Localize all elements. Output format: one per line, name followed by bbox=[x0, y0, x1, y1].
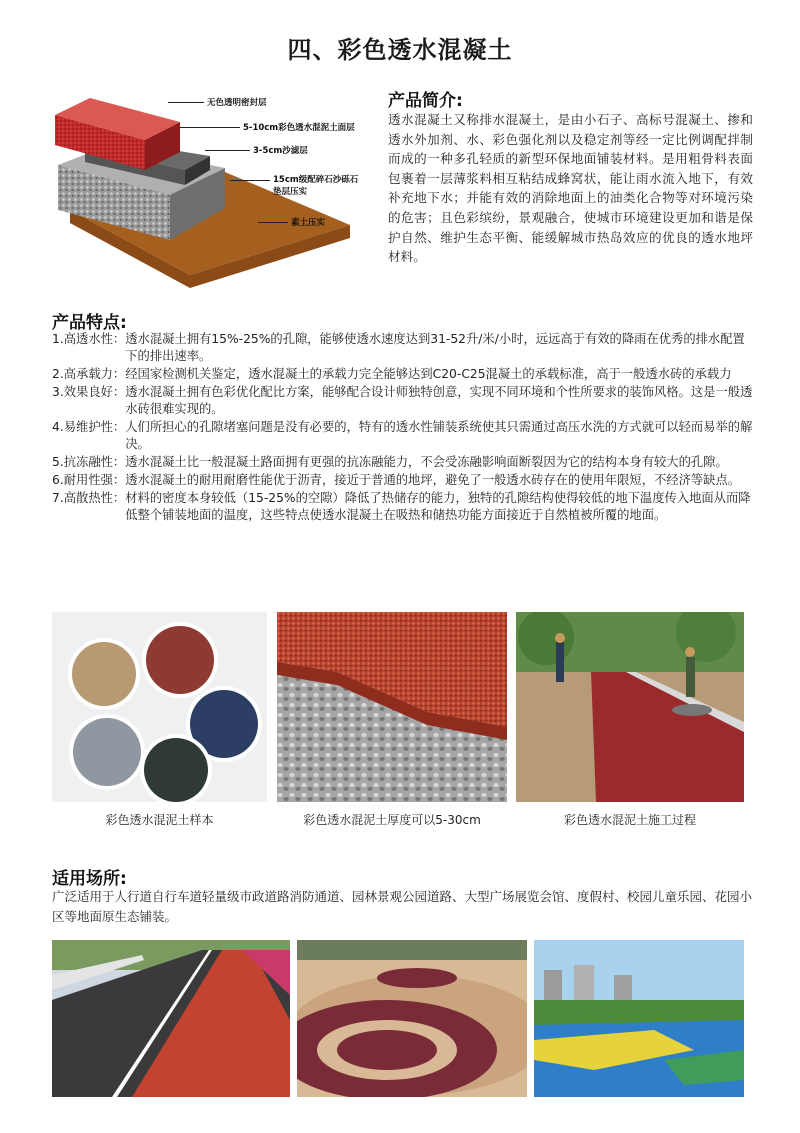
feature-item bbox=[52, 490, 754, 524]
intro-heading: 产品简介: bbox=[388, 91, 463, 111]
intro-text: 透水混凝土又称排水混凝土，是由小石子、高标号混凝土、掺和透水外加剂、水、彩色强化剂以及稳定剂等经一定比例调配拌制而成的一种多孔轻质的新型环保地面铺装材料。是用粗骨料表面包裹着一层薄浆料相互粘结成蜂窝状，能让雨水流入地下，有效补充地下水；并能有效的消除地面上的油类化合物等对环境污染的危害；且色彩缤纷，景观融合，使城市环境建设更加和谐是保护自然、维护生态平衡、能缓解城市热岛效应的优良的透水地坪材料。 bbox=[388, 112, 753, 265]
layer-label-gravel: 15cm级配碎石沙砾石 bbox=[273, 175, 359, 185]
feature-text: 人们所担心的孔隙堵塞问题是没有必要的，特有的透水性铺装系统使其只需通过高压水洗的方式就可以轻而易举的解决。 bbox=[125, 420, 753, 451]
feature-label: 4.易维护性： bbox=[52, 420, 126, 434]
feature-text: 透水混凝土的耐用耐磨性能优于沥青，接近于普通的地坪，避免了一般透水砖存在的使用年限短，不经济等缺点。 bbox=[125, 473, 741, 487]
caption-samples: 彩色透水混泥土样本 bbox=[105, 813, 214, 827]
usage-text: 广泛适用于人行道自行车道轻量级市政道路消防通道、园林景观公园道路、大型广场展览会馆、度假村、校园儿童乐园、花园小区等地面原生态铺装。 bbox=[52, 889, 753, 924]
photo-plaza bbox=[297, 940, 527, 1097]
feature-item bbox=[52, 419, 754, 453]
photo-park bbox=[534, 940, 744, 1097]
feature-label: 1.高透水性： bbox=[52, 332, 126, 346]
leader-line bbox=[205, 150, 250, 151]
feature-text: 经国家检测机关鉴定，透水混凝土的承载力完全能够达到C20-C25混凝土的承载标准，高于一般透水砖的承载力 bbox=[125, 367, 732, 381]
feature-item bbox=[52, 366, 754, 383]
photo-bike-lane bbox=[52, 940, 290, 1097]
feature-item bbox=[52, 331, 754, 365]
layer-label-surface: 5-10cm彩色透水混泥土面层 bbox=[243, 123, 355, 133]
photo-color-samples bbox=[52, 612, 267, 802]
leader-line bbox=[258, 222, 288, 223]
feature-item bbox=[52, 454, 754, 471]
layer-label-soil: 素土压实 bbox=[291, 218, 326, 228]
feature-label: 5.抗冻融性： bbox=[52, 455, 126, 469]
feature-label: 7.高散热性： bbox=[52, 491, 126, 505]
features-heading: 产品特点: bbox=[52, 313, 127, 333]
leader-line bbox=[230, 180, 270, 181]
feature-item bbox=[52, 384, 754, 418]
feature-text: 透水混凝土拥有15%-25%的孔隙，能够使透水速度达到31-52升/米/小时，远远高于有效的降雨在优秀的排水配置下的排出速率。 bbox=[125, 332, 745, 363]
feature-text: 透水混凝土拥有色彩优化配比方案，能够配合设计师独特创意，实现不同环境和个性所要求的装饰风格。这是一般透水砖很难实现的。 bbox=[125, 385, 753, 416]
leader-line bbox=[180, 127, 240, 128]
feature-item bbox=[52, 472, 754, 489]
caption-construction: 彩色透水混泥土施工过程 bbox=[563, 813, 696, 827]
feature-text: 透水混凝土比一般混凝土路面拥有更强的抗冻融能力，不会受冻融影响面断裂因为它的结构本身有较大的孔隙。 bbox=[125, 455, 728, 469]
leader-line bbox=[168, 102, 204, 103]
photo-thickness bbox=[277, 612, 507, 802]
feature-label: 2.高承载力： bbox=[52, 367, 126, 381]
feature-label: 6.耐用性强： bbox=[52, 473, 126, 487]
layer-label-sand: 3-5cm沙滤层 bbox=[253, 146, 308, 156]
feature-label: 3.效果良好： bbox=[52, 385, 126, 399]
photo-construction bbox=[516, 612, 744, 802]
layer-structure-diagram bbox=[50, 90, 380, 290]
layer-label-sealant: 无色透明密封层 bbox=[207, 98, 267, 108]
page-title: 四、彩色透水混凝土 bbox=[287, 36, 513, 64]
features-list bbox=[52, 331, 754, 525]
layer-label-cushion: 垫层压实 bbox=[273, 187, 308, 197]
caption-thickness: 彩色透水混泥土厚度可以5-30cm bbox=[303, 813, 481, 827]
feature-text: 材料的密度本身较低（15-25%的空隙）降低了热储存的能力，独特的孔隙结构使得较低的地下温度传入地面从而降低整个铺装地面的温度，这些特点使透水混凝土在吸热和储热功能方面接近于自然植被所覆的地面。 bbox=[125, 491, 751, 522]
usage-heading: 适用场所: bbox=[52, 869, 127, 889]
